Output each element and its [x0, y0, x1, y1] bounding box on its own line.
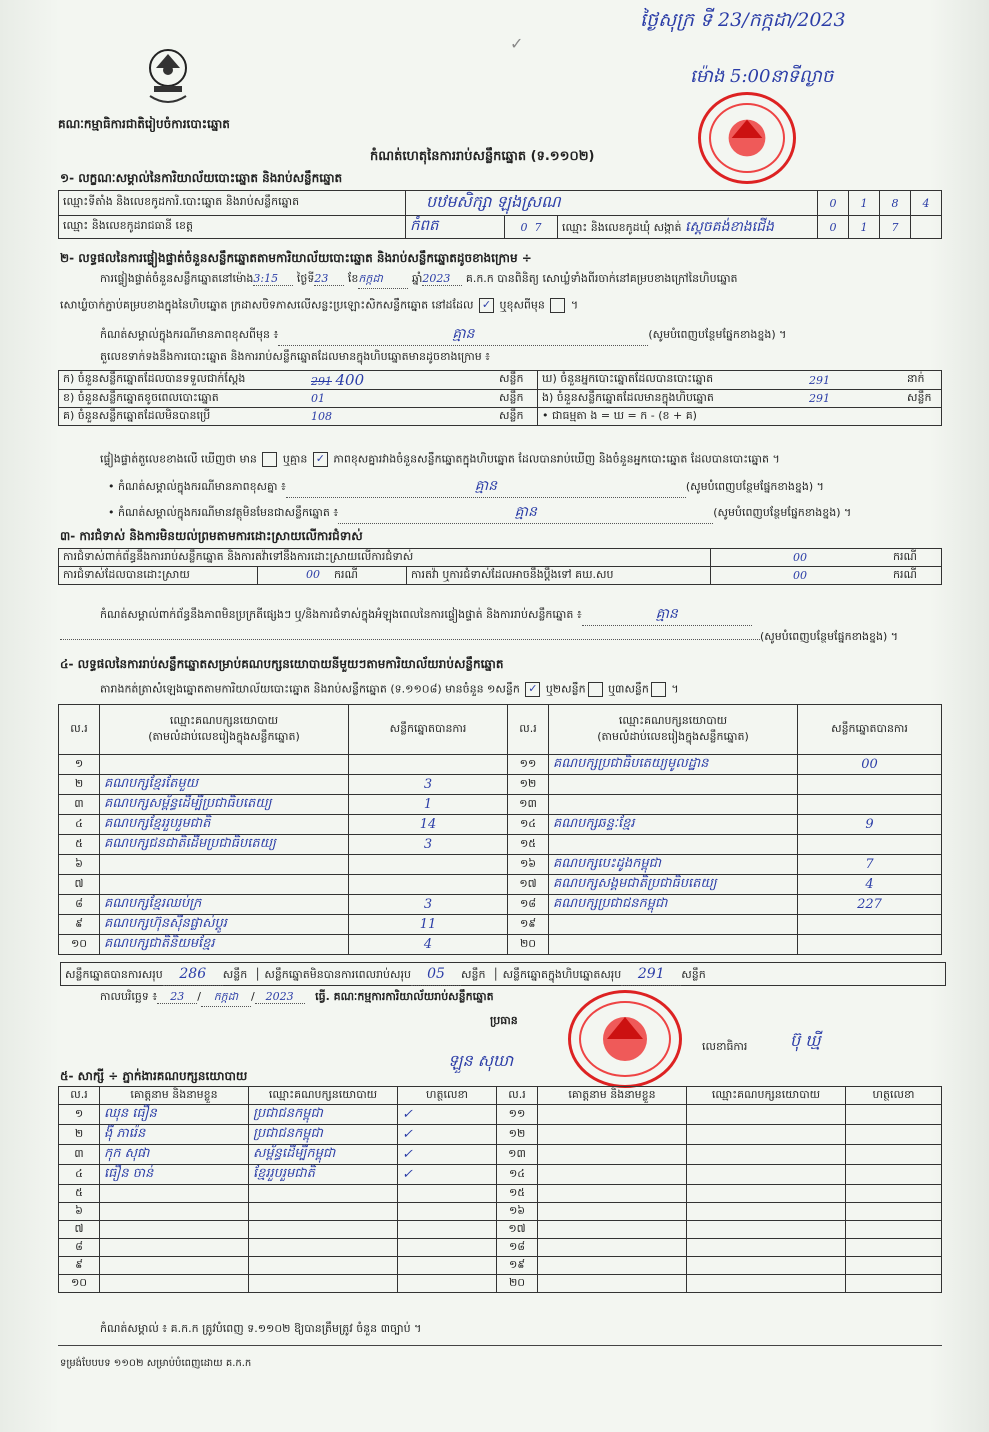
voters-value: 291: [805, 371, 903, 390]
received-value: 291 400: [307, 371, 495, 390]
witness-signature: [846, 1221, 942, 1239]
witness-name: [100, 1185, 249, 1203]
party-no: ៩: [59, 915, 100, 935]
party-no: ៤: [59, 815, 100, 835]
party-no: ១០: [59, 935, 100, 955]
witness-signature: [846, 1165, 942, 1185]
has-difference-checkbox[interactable]: [262, 452, 277, 467]
secretary-name: ប៊ុ ឃ្មី: [790, 1031, 821, 1050]
witness-row: [59, 1125, 942, 1145]
party-no: ៧: [59, 875, 100, 895]
party-votes: 3: [349, 835, 508, 855]
witness-no: ៧: [59, 1221, 100, 1239]
witness-signature: [846, 1105, 942, 1125]
voters-label: ឃ) ចំនួនអ្នកបោះឆ្នោតដែលបានបោះឆ្នោត: [538, 371, 806, 390]
witness-party: [249, 1257, 398, 1275]
party-votes: [349, 755, 508, 775]
party-no: ១៩: [508, 915, 549, 935]
witness-no: ៤: [59, 1165, 100, 1185]
section-1-title: ១- លក្ខណៈសម្គាល់នៃការិយាល័យបោះឆ្នោត និងរាប់សន្លឹកឆ្នោត: [60, 171, 343, 185]
witness-row: [59, 1165, 942, 1185]
one-sheet-checkbox[interactable]: ✓: [525, 682, 540, 697]
party-name: គណបក្សសម្ព័ន្ធដើម្បីប្រជាធិបតេយ្យ: [100, 795, 349, 815]
witness-name: [538, 1221, 687, 1239]
appeal-value: 00: [711, 567, 890, 585]
party-no: ២០: [508, 935, 549, 955]
chair-name: ឡួន សុឃា: [448, 1051, 514, 1070]
spoiled-label: ខ) ចំនួនសន្លឹកឆ្នោតខូចពេលបោះឆ្នោត: [59, 390, 308, 408]
party-name: [549, 835, 798, 855]
lock-status-line: សោឃ្លំចាក់ភ្ជាប់គម្របខាងក្នុងនៃហិបឆ្នោត ក្រដាសបិទភាសលើសន្លះប្រឡោះសិកសន្លឹកឆ្នោត នៅដដែល ✓ ឬខុសពីមុន ។: [60, 298, 579, 312]
results-row: [59, 895, 942, 915]
party-name: គណបក្សប្រជាធិបតេយ្យមូលដ្ឋាន: [549, 755, 798, 775]
resolved-value: 00 ករណី: [258, 567, 407, 585]
party-no: ៦: [59, 855, 100, 875]
party-votes: 00: [798, 755, 942, 775]
section-4-title: ៤- លទ្ធផលនៃការរាប់សន្លឹកឆ្នោតសម្រាប់គណបក្សនយោបាយនីមួយៗតាមការិយាល័យរាប់សន្លឹកឆ្នោត: [60, 657, 504, 671]
party-name: [549, 915, 798, 935]
col-no: ល.រ: [508, 705, 549, 755]
witness-party: [687, 1105, 846, 1125]
witness-signature: ✓: [398, 1105, 497, 1125]
results-row: [59, 935, 942, 955]
no-difference-checkbox[interactable]: ✓: [313, 452, 328, 467]
witness-name: [100, 1239, 249, 1257]
party-no: ១៥: [508, 835, 549, 855]
date-line: កាលបរិច្ឆេទ ៖ 23 / កក្កដា / 2023 ធ្វើ. គណៈកម្មការការិយាល័យរាប់សន្លឹកឆ្នោត: [100, 990, 494, 1007]
official-stamp-bottom: [568, 990, 682, 1088]
witness-no: ៣: [59, 1145, 100, 1165]
three-sheet-checkbox[interactable]: [651, 682, 666, 697]
party-no: ២: [59, 775, 100, 795]
party-votes: 9: [798, 815, 942, 835]
witness-signature: [398, 1239, 497, 1257]
party-no: ១១: [508, 755, 549, 775]
spoiled-value: 01: [307, 390, 495, 408]
chair-label: ប្រធាន: [490, 1014, 518, 1027]
party-name: គណបក្សខ្មែរឈប់ក្រ: [100, 895, 349, 915]
col-party: ឈ្មោះគណបក្សនយោបាយ (តាមលំដាប់លេខរៀងក្នុងសន្លឹកឆ្នោត): [549, 705, 798, 755]
col-party: ឈ្មោះគណបក្សនយោបាយ (តាមលំដាប់លេខរៀងក្នុងសន្លឹកឆ្នោត): [100, 705, 349, 755]
results-row: [59, 915, 942, 935]
party-name: [100, 755, 349, 775]
same-checkbox[interactable]: ✓: [479, 298, 494, 313]
party-no: ១៣: [508, 795, 549, 815]
witness-no: ១៤: [497, 1165, 538, 1185]
witness-table: ល.រ គោត្តនាម និងនាមខ្លួន ឈ្មោះគណបក្សនយោបាយ ហត្ថលេខា ល.រ គោត្តនាម និងនាមខ្លួន ឈ្មោះគណបក្សនយោបាយ ហត្ថលេខា ១ ឈុន ធឿន ប្រជាជនកម្ពុជា ✓ ១១ ២ ង៉ី ភារ៉េន ប្រជាជនកម្ពុជា ✓ ១២ ៣ កុក សុផា សម្ព័ន្ធដើម្បីកម្ពុជា ✓ ១៣ ៤ ធឿន ចាន់ ខ្មែររួបរួមជាតិ ✓ ១៤ ៥ ១៥ ៦ ១៦ ៧ ១៧ ៨ ១៨ ៩ ១៩ ១០ ២០: [58, 1086, 942, 1293]
witness-no: ១២: [497, 1125, 538, 1145]
total-valid: 286: [163, 963, 223, 986]
objections-value: 00: [711, 549, 890, 567]
party-votes: 1: [349, 795, 508, 815]
party-votes: 7: [798, 855, 942, 875]
party-no: ១: [59, 755, 100, 775]
witness-party: [687, 1185, 846, 1203]
witness-name: [538, 1165, 687, 1185]
row1-value: បឋមសិក្សា ឡុងស្រណ: [406, 191, 818, 216]
party-no: ១៤: [508, 815, 549, 835]
witness-no: ១: [59, 1105, 100, 1125]
witness-name: [100, 1275, 249, 1293]
handwritten-time: ម៉ោង 5:00នាទីល្ងាច: [690, 66, 834, 87]
witness-row: [59, 1221, 942, 1239]
witness-row: [59, 1203, 942, 1221]
witness-signature: ✓: [398, 1145, 497, 1165]
witness-row: [59, 1275, 942, 1293]
footer-divider: [58, 1345, 942, 1346]
witness-no: ៥: [59, 1185, 100, 1203]
witness-signature: ✓: [398, 1125, 497, 1145]
unused-label: គ) ចំនួនសន្លឹកឆ្នោតដែលមិនបានប្រើ: [59, 408, 308, 426]
witness-signature: [846, 1125, 942, 1145]
party-name: គណបក្សជាតិនិយមខ្មែរ: [100, 935, 349, 955]
witness-no: ១៥: [497, 1185, 538, 1203]
appeal-label: ការតវ៉ា ឬការជំទាស់ដែលអាចនឹងប្តឹងទៅ គឃ.សប: [407, 567, 711, 585]
party-no: ១២: [508, 775, 549, 795]
party-votes: [798, 935, 942, 955]
party-name: គណបក្សសង្គមជាតិប្រជាធិបតេយ្យ: [549, 875, 798, 895]
party-no: ១៨: [508, 895, 549, 915]
irregularity-note-cont: (សូមបំពេញបន្ថែមផ្នែកខាងខ្នង) ។: [60, 630, 898, 646]
witness-name: [100, 1257, 249, 1275]
witness-party: ប្រជាជនកម្ពុជា: [249, 1105, 398, 1125]
party-votes: [798, 915, 942, 935]
commune-code-digit: 7: [880, 216, 911, 239]
witness-signature: [398, 1185, 497, 1203]
party-name: គណបក្សជនជាតិដើមប្រជាធិបតេយ្យ: [100, 835, 349, 855]
witness-signature: [398, 1221, 497, 1239]
party-name: [549, 935, 798, 955]
in-box-value: 291: [805, 390, 903, 408]
witness-no: ១៩: [497, 1257, 538, 1275]
total-invalid: 05: [411, 963, 461, 986]
resolved-label: ការជំទាស់ដែលបានដោះស្រាយ: [59, 567, 258, 585]
non-ballot-note: • កំណត់សម្គាល់ក្នុងករណីមានវត្ថុមិនមែនជាសន្លឹកឆ្នោត ៖ គ្មាន (សូមបំពេញបន្ថែមផ្នែកខាងខ្នង) ។: [108, 502, 851, 524]
form-note: ទម្រង់បែបបទ ១១០២ សម្រាប់បំពេញដោយ គ.ក.ក: [60, 1358, 252, 1369]
witness-row: [59, 1257, 942, 1275]
witness-name: [538, 1125, 687, 1145]
irregularity-note: កំណត់សម្គាល់ពាក់ព័ន្ធនឹងភាពមិនប្រក្រតីផ្សេងៗ ឬ/និងការជំទាស់ក្នុងអំឡុងពេលនៃការផ្ទៀងផ្ទាត់ និងការរាប់សន្លឹកឆ្នោត ៖ គ្មាន: [100, 604, 752, 626]
party-no: ៣: [59, 795, 100, 815]
results-row: [59, 755, 942, 775]
verification-line: ការផ្ទៀងផ្ទាត់ចំនួនសន្លឹកឆ្នោតនៅម៉ោង3:15 ថ្ងៃទី23 ខែកក្កដា ឆ្នាំ2023 គ.ក.ក បានពិនិត្យ សោឃ្លំទាំងពីរចាក់នៅគម្របខាងក្រៅនៃហិបឆ្នោត: [100, 272, 945, 289]
party-name: គណបក្សប្រជាជនកម្ពុជា: [549, 895, 798, 915]
section-1-table: [58, 190, 942, 239]
witness-row: [59, 1239, 942, 1257]
counts-intro: តួលេខទាក់ទងនឹងការបោះឆ្នោត និងការរាប់សន្លឹកឆ្នោតដែលមានក្នុងហិបឆ្នោតមានដូចខាងក្រោម ៖: [100, 350, 491, 363]
section-5-title: ៥- សាក្សី ÷ ភ្នាក់ងារគណបក្សនយោបាយ: [60, 1069, 248, 1083]
witness-name: [538, 1203, 687, 1221]
col-no: ល.រ: [59, 705, 100, 755]
nec-emblem-icon: [140, 46, 196, 110]
witness-party: [687, 1145, 846, 1165]
party-no: ១៧: [508, 875, 549, 895]
party-name: [100, 875, 349, 895]
party-votes: 4: [349, 935, 508, 955]
witness-party: [687, 1275, 846, 1293]
difference-check-line: ផ្ទៀងផ្ទាត់តួលេខខាងលើ ឃើញថា មាន ឬគ្មាន ✓ ភាពខុសគ្នារវាងចំនួនសន្លឹកឆ្នោតក្នុងហិបឆ្នោត ដែលបានរាប់ឃើញ និងចំនួនអ្នកបោះឆ្នោត ដែលបានបោះឆ្នោត ។: [100, 452, 780, 466]
results-row: [59, 815, 942, 835]
witness-party: [687, 1203, 846, 1221]
party-votes: 3: [349, 895, 508, 915]
witness-name: [100, 1203, 249, 1221]
counts-table: ក) ចំនួនសន្លឹកឆ្នោតដែលបានទទួលជាក់ស្តែង 291 400 សន្លឹក ឃ) ចំនួនអ្នកបោះឆ្នោតដែលបានបោះឆ្នោត 291 នាក់ ខ) ចំនួនសន្លឹកឆ្នោតខូចពេលបោះឆ្នោត 01 សន្លឹក ង) ចំនួនសន្លឹកឆ្នោតដែលមានក្នុងហិបឆ្នោត 291 សន្លឹក គ) ចំនួនសន្លឹកឆ្នោតដែលមិនបានប្រើ 108 សន្លឹក • ជាធម្មតា ង = ឃ = ក - (ខ + គ): [58, 370, 942, 426]
party-name: គណបក្សខ្មែរតែមួយ: [100, 775, 349, 795]
party-no: ១៦: [508, 855, 549, 875]
witness-party: [687, 1239, 846, 1257]
party-name: [549, 795, 798, 815]
row2-label: ឈ្មោះ និងលេខកូដរាជធានី ខេត្ត: [59, 216, 406, 239]
results-table: [58, 704, 942, 955]
witness-party: [249, 1239, 398, 1257]
section-3-title: ៣- ការជំទាស់ និងការមិនយល់ព្រមតាមការដោះស្រាយលើការជំទាស់: [60, 529, 363, 543]
party-votes: 14: [349, 815, 508, 835]
party-name: [100, 855, 349, 875]
commune-field: ឈ្មោះ និងលេខកូដឃុំ សង្កាត់ ស្ដេចគង់ខាងជើង: [558, 216, 818, 239]
section-2-title: ២- លទ្ធផលនៃការផ្ទៀងផ្ទាត់ចំនួនសន្លឹកឆ្នោតតាមការិយាល័យបោះឆ្នោត និងរាប់សន្លឹកឆ្នោតដូចខាងក្រោម ÷: [60, 251, 532, 265]
witness-no: ១៨: [497, 1239, 538, 1257]
witness-row: [59, 1145, 942, 1165]
party-votes: [798, 835, 942, 855]
witness-no: ២០: [497, 1275, 538, 1293]
witness-no: ២: [59, 1125, 100, 1145]
witness-no: ១៧: [497, 1221, 538, 1239]
witness-signature: ✓: [398, 1165, 497, 1185]
party-votes: 11: [349, 915, 508, 935]
objections-table: ការជំទាស់ពាក់ព័ន្ធនឹងការរាប់សន្លឹកឆ្នោត និងការតវ៉ាទៅនឹងការដោះស្រាយលើការជំទាស់ 00 ករណី ការជំទាស់ដែលបានដោះស្រាយ 00 ករណី ការតវ៉ា ឬការជំទាស់ដែលអាចនឹងប្តឹងទៅ គឃ.សប 00 ករណី: [58, 548, 942, 585]
witness-no: ៨: [59, 1239, 100, 1257]
witness-party: ខ្មែររួបរួមជាតិ: [249, 1165, 398, 1185]
party-votes: [798, 795, 942, 815]
results-row: [59, 855, 942, 875]
totals-row: សន្លឹកឆ្នោតបានការសរុប 286 សន្លឹក │ សន្លឹកឆ្នោតមិនបានការពេលរាប់សរុប 05 សន្លឹក │ សន្លឹកឆ្នោតក្នុងហិបឆ្នោតសរុប 291 សន្លឹក: [60, 962, 946, 986]
two-sheet-checkbox[interactable]: [588, 682, 603, 697]
witness-signature: [398, 1257, 497, 1275]
row1-label: ឈ្មោះទីតាំង និងលេខកូដការិ.បោះឆ្នោត និងរាប់សន្លឹកឆ្នោត: [59, 191, 406, 216]
party-votes: 4: [798, 875, 942, 895]
secretary-label: លេខាធិការ: [702, 1040, 748, 1053]
row1-code-digit: 0: [818, 191, 849, 216]
witness-no: ១០: [59, 1275, 100, 1293]
witness-party: [687, 1257, 846, 1275]
witness-name: [538, 1275, 687, 1293]
party-name: គណបក្សខ្មែររួបរួមជាតិ: [100, 815, 349, 835]
party-name: គណបក្សឆន្ទៈខ្មែរ: [549, 815, 798, 835]
witness-row: [59, 1185, 942, 1203]
witness-signature: [398, 1203, 497, 1221]
official-stamp-top: [698, 92, 796, 184]
party-votes: [349, 855, 508, 875]
commune-value: ស្ដេចគង់ខាងជើង: [685, 218, 774, 235]
witness-party: [249, 1203, 398, 1221]
witness-signature: [846, 1203, 942, 1221]
formula: • ជាធម្មតា ង = ឃ = ក - (ខ + គ): [538, 408, 942, 426]
in-box-label: ង) ចំនួនសន្លឹកឆ្នោតដែលមានក្នុងហិបឆ្នោត: [538, 390, 806, 408]
row1-code-digit: 8: [880, 191, 911, 216]
results-row: [59, 875, 942, 895]
row1-code-digit: 4: [911, 191, 942, 216]
different-checkbox[interactable]: [550, 298, 565, 313]
party-name: [549, 775, 798, 795]
party-no: ៥: [59, 835, 100, 855]
witness-party: [249, 1275, 398, 1293]
col-votes: សន្លឹកឆ្នោតបានការ: [798, 705, 942, 755]
witness-name: [538, 1105, 687, 1125]
witness-no: ១៣: [497, 1145, 538, 1165]
handwritten-date: ថ្ងៃសុក្រ ទី 23/កក្កដា/2023: [640, 9, 846, 31]
witness-signature: [846, 1275, 942, 1293]
commune-code-digit: 1: [849, 216, 880, 239]
tally-sheet-count: តារាងកត់ត្រាសំឡេងឆ្នោតតាមការិយាល័យបោះឆ្នោត និងរាប់សន្លឹកឆ្នោត (ទ.១១០៨) មានចំនួន ១សន្លឹក ✓ ឬ២សន្លឹក ឬ៣សន្លឹក ។: [100, 682, 679, 696]
party-no: ៨: [59, 895, 100, 915]
witness-party: [687, 1125, 846, 1145]
party-votes: [798, 775, 942, 795]
witness-name: ឈុន ធឿន: [100, 1105, 249, 1125]
unused-value: 108: [307, 408, 495, 426]
witness-signature: [846, 1257, 942, 1275]
witness-name: [100, 1221, 249, 1239]
objections-label: ការជំទាស់ពាក់ព័ន្ធនឹងការរាប់សន្លឹកឆ្នោត និងការតវ៉ាទៅនឹងការដោះស្រាយលើការជំទាស់: [59, 549, 711, 567]
results-row: [59, 775, 942, 795]
witness-no: ៦: [59, 1203, 100, 1221]
difference-note-2: • កំណត់សម្គាល់ក្នុងករណីមានភាពខុសគ្នា ៖ គ្មាន (សូមបំពេញបន្ថែមផ្នែកខាងខ្នង) ។: [108, 476, 824, 498]
witness-signature: [846, 1145, 942, 1165]
party-name: គណបក្សបេះដូងកម្ពុជា: [549, 855, 798, 875]
witness-no: ៩: [59, 1257, 100, 1275]
party-name: គណបក្សហ៊ុនស៊ីនផ្លាស់ប្ដូរ: [100, 915, 349, 935]
difference-note: កំណត់សម្គាល់ក្នុងករណីមានភាពខុសពីមុន ៖ គ្មាន (សូមបំពេញបន្ថែមផ្នែកខាងខ្នង) ។: [100, 324, 786, 346]
witness-signature: [398, 1275, 497, 1293]
pencil-tick: ✓: [510, 34, 524, 53]
footnote: កំណត់សម្គាល់ ៖ គ.ក.ក ត្រូវបំពេញ ទ.១១០២ ឱ្យបានត្រឹមត្រូវ ចំនួន ៣ច្បាប់ ។: [100, 1322, 422, 1335]
party-votes: [349, 875, 508, 895]
witness-name: កុក សុផា: [100, 1145, 249, 1165]
witness-party: [687, 1221, 846, 1239]
witness-party: [249, 1221, 398, 1239]
row1-code-digit: 1: [849, 191, 880, 216]
witness-signature: [846, 1185, 942, 1203]
total-in-box: 291: [621, 963, 681, 986]
witness-name: [538, 1185, 687, 1203]
received-label: ក) ចំនួនសន្លឹកឆ្នោតដែលបានទទួលជាក់ស្តែង: [59, 371, 308, 390]
witness-party: [249, 1185, 398, 1203]
witness-name: [538, 1257, 687, 1275]
commune-code-digit: 0: [818, 216, 849, 239]
results-row: [59, 795, 942, 815]
witness-party: [687, 1165, 846, 1185]
witness-name: ធឿន ចាន់: [100, 1165, 249, 1185]
party-votes: 227: [798, 895, 942, 915]
province-value: កំពត: [406, 216, 505, 239]
witness-name: [538, 1145, 687, 1165]
witness-no: ១៦: [497, 1203, 538, 1221]
witness-no: ១១: [497, 1105, 538, 1125]
party-votes: 3: [349, 775, 508, 795]
witness-party: សម្ព័ន្ធដើម្បីកម្ពុជា: [249, 1145, 398, 1165]
witness-row: [59, 1105, 942, 1125]
witness-signature: [846, 1239, 942, 1257]
col-votes: សន្លឹកឆ្នោតបានការ: [349, 705, 508, 755]
witness-party: ប្រជាជនកម្ពុជា: [249, 1125, 398, 1145]
results-row: [59, 835, 942, 855]
witness-name: ង៉ី ភារ៉េន: [100, 1125, 249, 1145]
province-code: 0 7: [505, 216, 558, 239]
org-name: គណៈកម្មាធិការជាតិរៀបចំការបោះឆ្នោត: [58, 117, 230, 131]
doc-title: កំណត់ហេតុនៃការរាប់សន្លឹកឆ្នោត (ទ.១១០២): [370, 149, 595, 164]
witness-name: [538, 1239, 687, 1257]
